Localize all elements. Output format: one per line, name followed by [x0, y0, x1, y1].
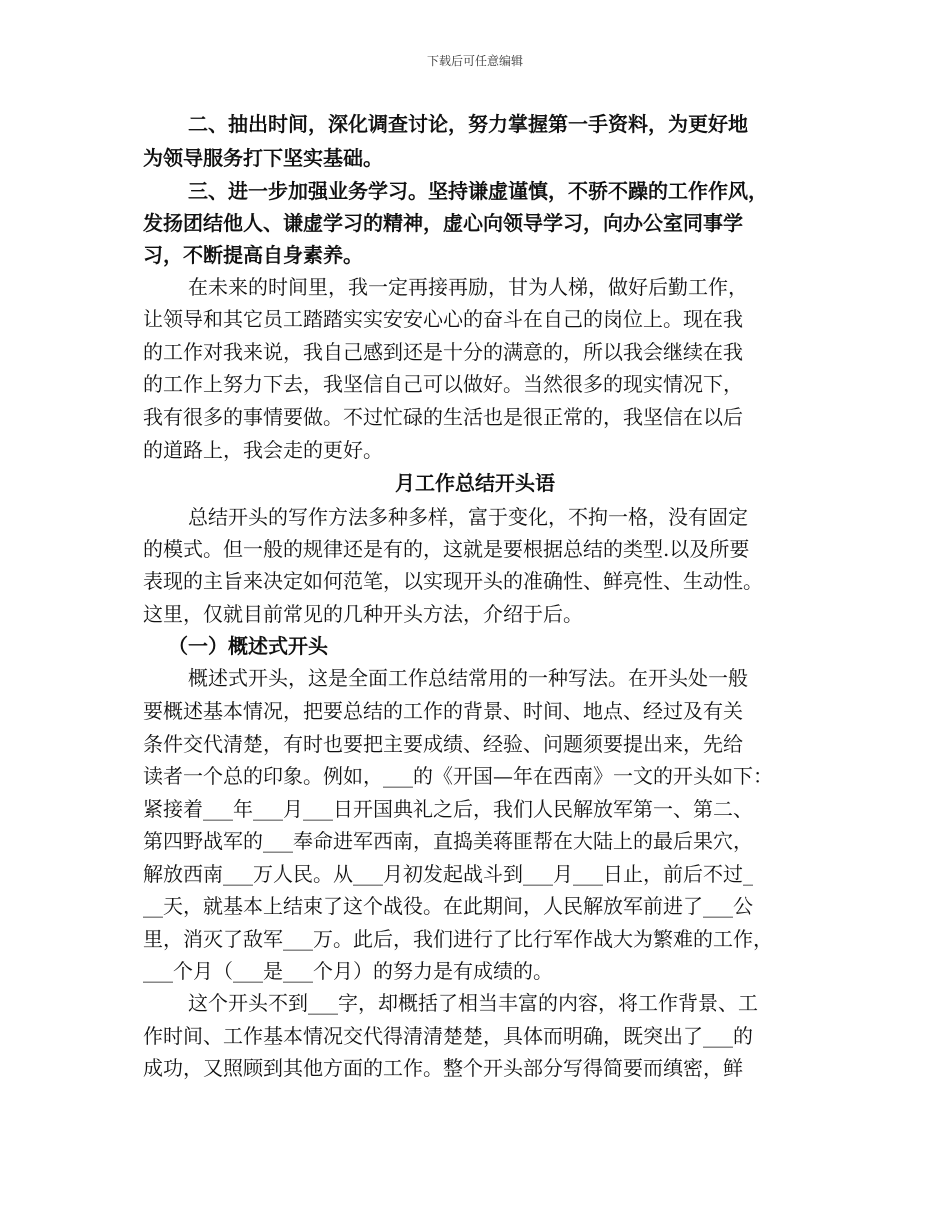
subsection-title: （一）概述式开头 [168, 634, 328, 658]
paragraph-line: 成功，又照顾到其他方面的工作。整个开头部分写得简要而缜密，鲜 [143, 1056, 743, 1080]
paragraph-line: 作时间、工作基本情况交代得清清楚楚，具体而明确，既突出了___的 [143, 1024, 753, 1048]
paragraph-line: 里，消灭了敌军___万。此后，我们进行了比行军作战大为繁难的工作， [143, 927, 773, 951]
paragraph-line: 在未来的时间里，我一定再接再励，甘为人梯，做好后勤工作， [188, 275, 748, 299]
page-header: 下载后可任意编辑 [426, 54, 523, 68]
paragraph-line: 我有很多的事情要做。不过忙碌的生活也是很正常的，我坚信在以后 [143, 405, 743, 429]
paragraph-line: 读者一个总的印象。例如，___的《开国—年在西南》一文的开头如下： [143, 764, 773, 788]
paragraph-line: 条件交代清楚，有时也要把主要成绩、经验、问题须要提出来，先给 [143, 732, 743, 756]
paragraph-line: 概述式开头，这是全面工作总结常用的一种写法。在开头处一般 [188, 666, 748, 690]
paragraph-line: 这里，仅就目前常见的几种开头方法，介绍于后。 [143, 602, 583, 626]
paragraph-line: 表现的主旨来决定如何范笔，以实现开头的准确性、鲜亮性、生动性。 [143, 569, 763, 593]
paragraph-line: 的工作对我来说，我自己感到还是十分的满意的，所以我会继续在我 [143, 340, 743, 364]
paragraph-line: 的道路上，我会走的更好。 [143, 438, 383, 462]
paragraph-line: ___个月（___是___个月）的努力是有成绩的。 [143, 959, 553, 983]
section-title: 月工作总结开头语 [395, 471, 555, 495]
paragraph-line: 总结开头的写作方法多种多样，富于变化，不拘一格，没有固定 [188, 505, 748, 529]
paragraph-line: 为领导服务打下坚实基础。 [143, 146, 383, 170]
paragraph-line: 紧接着___年___月___日开国典礼之后，我们人民解放军第一、第二、 [143, 797, 753, 821]
paragraph-line: 发扬团结他人、谦虚学习的精神，虚心向领导学习，向办公室同事学 [143, 211, 743, 235]
paragraph-line: 二、抽出时间，深化调查讨论，努力掌握第一手资料，为更好地 [188, 112, 748, 136]
paragraph-line: 解放西南___万人民。从___月初发起战斗到___月___日止，前后不过_ [143, 862, 753, 886]
paragraph-line: 的工作上努力下去，我坚信自己可以做好。当然很多的现实情况下， [143, 372, 743, 396]
paragraph-line: 三、进一步加强业务学习。坚持谦虚谨慎，不骄不躁的工作作风， [188, 179, 768, 203]
paragraph-line: 第四野战军的___奉命进军西南，直捣美蒋匪帮在大陆上的最后果穴， [143, 829, 753, 853]
paragraph-line: 这个开头不到___字，却概括了相当丰富的内容，将工作背景、工 [188, 991, 758, 1015]
paragraph-line: 让领导和其它员工踏踏实实安安心心的奋斗在自己的岗位上。现在我 [143, 307, 743, 331]
paragraph-line: 习，不断提高自身素养。 [143, 243, 363, 267]
paragraph-line: __天，就基本上结束了这个战役。在此期间，人民解放军前进了___公 [143, 894, 753, 918]
paragraph-line: 要概述基本情况，把要总结的工作的背景、时间、地点、经过及有关 [143, 699, 743, 723]
paragraph-line: 的模式。但一般的规律还是有的，这就是要根据总结的类型.以及所要 [143, 537, 750, 561]
